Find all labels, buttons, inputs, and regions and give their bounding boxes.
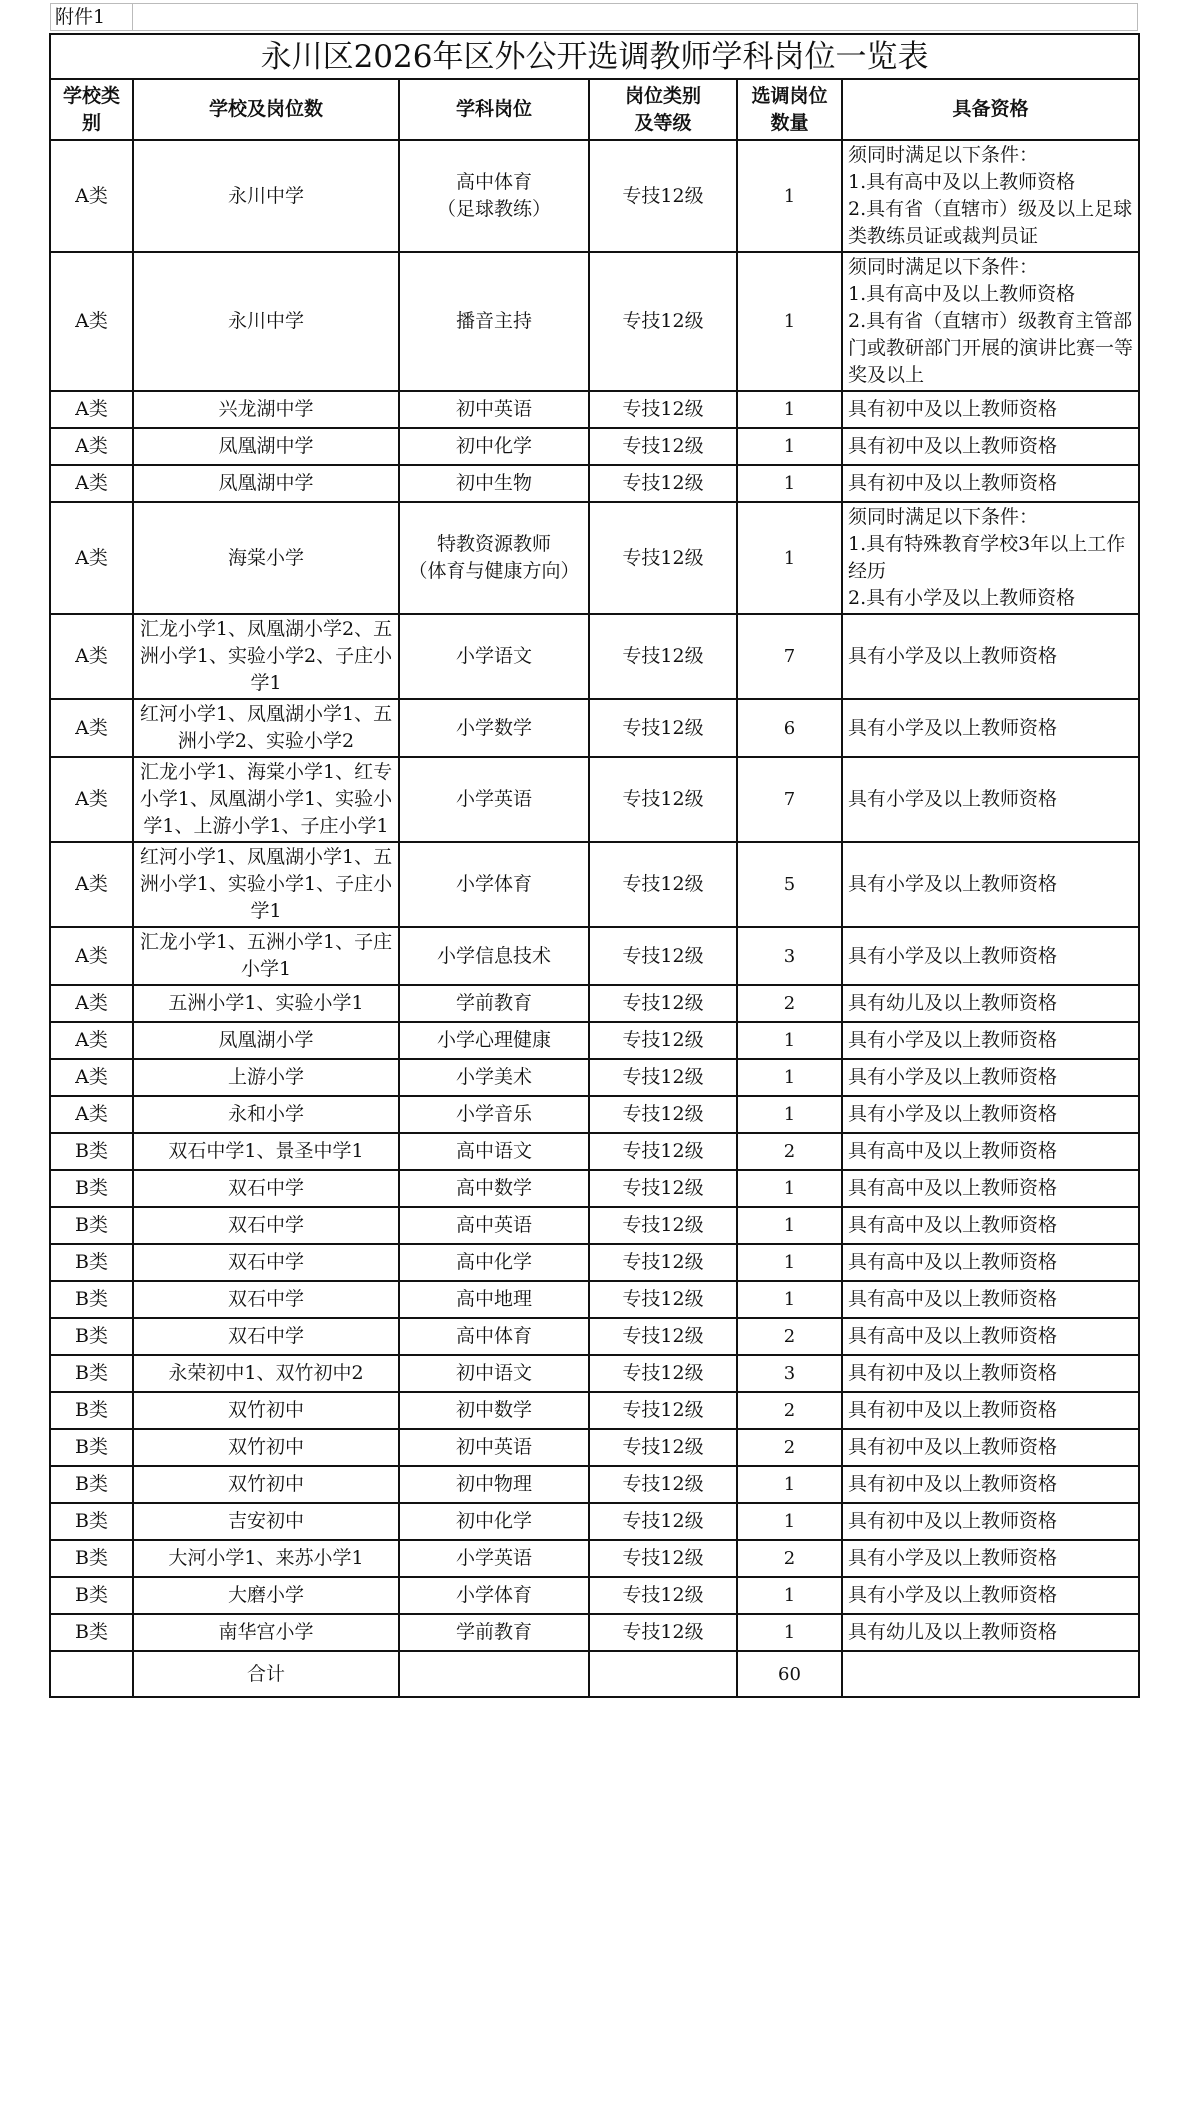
school-positions-cell: 汇龙小学1、海棠小学1、红专小学1、凤凰湖小学1、实验小学1、上游小学1、子庄小学1 — [133, 757, 399, 842]
qualification-cell: 具有初中及以上教师资格 — [842, 465, 1139, 502]
subject-cell: 初中语文 — [399, 1355, 589, 1392]
subject-cell: 小学数学 — [399, 699, 589, 757]
subject-cell: 播音主持 — [399, 252, 589, 391]
school-positions-cell: 五洲小学1、实验小学1 — [133, 985, 399, 1022]
subject-cell-line: （足球教练） — [436, 198, 551, 220]
table-row — [50, 1207, 1139, 1244]
school-type-cell: A类 — [50, 391, 133, 428]
level-cell: 专技12级 — [589, 391, 737, 428]
count-cell: 2 — [737, 1540, 842, 1577]
level-cell: 专技12级 — [589, 1281, 737, 1318]
qualification-cell: 具有幼儿及以上教师资格 — [842, 985, 1139, 1022]
header-count — [737, 79, 842, 140]
level-cell: 专技12级 — [589, 1577, 737, 1614]
qualification-cell-line: 须同时满足以下条件： — [848, 506, 1039, 528]
subject-cell: 小学心理健康 — [399, 1022, 589, 1059]
school-type-cell: B类 — [50, 1170, 133, 1207]
table-row — [50, 1614, 1139, 1651]
school-type-cell: A类 — [50, 502, 133, 614]
school-positions-cell: 双石中学 — [133, 1170, 399, 1207]
count-cell: 1 — [737, 252, 842, 391]
table-row — [50, 1059, 1139, 1096]
count-cell: 1 — [737, 428, 842, 465]
header-category-level-line1: 岗位类别 — [624, 84, 701, 107]
level-cell: 专技12级 — [589, 1466, 737, 1503]
level-cell: 专技12级 — [589, 252, 737, 391]
school-type-cell: A类 — [50, 1059, 133, 1096]
level-cell: 专技12级 — [589, 1170, 737, 1207]
subject-cell: 高中语文 — [399, 1133, 589, 1170]
school-type-cell: B类 — [50, 1207, 133, 1244]
header-count-line1: 选调岗位 — [751, 84, 828, 107]
qualification-cell: 具有初中及以上教师资格 — [842, 1355, 1139, 1392]
school-positions-cell: 双石中学 — [133, 1318, 399, 1355]
school-positions-cell: 双石中学 — [133, 1281, 399, 1318]
level-cell: 专技12级 — [589, 699, 737, 757]
level-cell: 专技12级 — [589, 757, 737, 842]
table-row — [50, 428, 1139, 465]
total-empty-type-cell — [50, 1651, 133, 1697]
level-cell: 专技12级 — [589, 1318, 737, 1355]
count-cell: 1 — [737, 391, 842, 428]
level-cell: 专技12级 — [589, 842, 737, 927]
subject-cell: 小学体育 — [399, 842, 589, 927]
total-empty-level-cell — [589, 1651, 737, 1697]
count-cell: 1 — [737, 1466, 842, 1503]
school-type-cell: A类 — [50, 428, 133, 465]
count-cell: 1 — [737, 502, 842, 614]
total-empty-qualification-cell — [842, 1651, 1139, 1697]
school-positions-cell: 双石中学 — [133, 1207, 399, 1244]
school-type-cell: A类 — [50, 1096, 133, 1133]
qualification-cell-line: 1.具有特殊教育学校3年以上工作经历 — [848, 533, 1126, 582]
count-cell: 1 — [737, 465, 842, 502]
header-subject: 学科岗位 — [399, 79, 589, 140]
level-cell: 专技12级 — [589, 1503, 737, 1540]
qualification-cell-line: 须同时满足以下条件： — [848, 144, 1039, 166]
table-row — [50, 1244, 1139, 1281]
school-type-cell: B类 — [50, 1133, 133, 1170]
count-cell: 2 — [737, 1133, 842, 1170]
header-row — [50, 79, 1139, 140]
table-row — [50, 252, 1139, 391]
school-positions-cell: 双竹初中 — [133, 1466, 399, 1503]
level-cell: 专技12级 — [589, 1540, 737, 1577]
table-row — [50, 699, 1139, 757]
school-positions-cell: 凤凰湖中学 — [133, 428, 399, 465]
level-cell: 专技12级 — [589, 465, 737, 502]
level-cell: 专技12级 — [589, 1022, 737, 1059]
school-positions-cell: 兴龙湖中学 — [133, 391, 399, 428]
qualification-cell-line: 2.具有省（直辖市）级及以上足球类教练员证或裁判员证 — [848, 198, 1133, 247]
school-positions-cell: 永川中学 — [133, 252, 399, 391]
school-positions-cell: 双石中学 — [133, 1244, 399, 1281]
table-row — [50, 1355, 1139, 1392]
qualification-cell: 具有小学及以上教师资格 — [842, 1577, 1139, 1614]
school-type-cell: A类 — [50, 985, 133, 1022]
subject-cell: 小学语文 — [399, 614, 589, 699]
subject-cell: 小学英语 — [399, 757, 589, 842]
school-positions-cell: 大河小学1、来苏小学1 — [133, 1540, 399, 1577]
count-cell: 1 — [737, 1170, 842, 1207]
school-type-cell: B类 — [50, 1540, 133, 1577]
subject-cell-line: 特教资源教师 — [436, 533, 551, 555]
qualification-cell: 具有小学及以上教师资格 — [842, 699, 1139, 757]
subject-cell: 小学信息技术 — [399, 927, 589, 985]
header-category-level — [589, 79, 737, 140]
level-cell: 专技12级 — [589, 1244, 737, 1281]
attachment-header-row — [50, 3, 1138, 31]
qualification-cell-line: 须同时满足以下条件： — [848, 256, 1039, 278]
school-positions-cell: 大磨小学 — [133, 1577, 399, 1614]
level-cell: 专技12级 — [589, 1207, 737, 1244]
total-empty-subject-cell — [399, 1651, 589, 1697]
subject-cell: 高中化学 — [399, 1244, 589, 1281]
table-row — [50, 985, 1139, 1022]
school-type-cell: B类 — [50, 1466, 133, 1503]
count-cell: 2 — [737, 1392, 842, 1429]
school-type-cell: A类 — [50, 699, 133, 757]
level-cell: 专技12级 — [589, 1355, 737, 1392]
subject-cell: 初中物理 — [399, 1466, 589, 1503]
qualification-cell: 具有小学及以上教师资格 — [842, 614, 1139, 699]
table-row — [50, 1022, 1139, 1059]
qualification-cell: 具有初中及以上教师资格 — [842, 1503, 1139, 1540]
school-positions-cell: 红河小学1、凤凰湖小学1、五洲小学1、实验小学1、子庄小学1 — [133, 842, 399, 927]
header-school-type: 学校类别 — [50, 79, 133, 140]
count-cell: 1 — [737, 1207, 842, 1244]
subject-cell: 高中地理 — [399, 1281, 589, 1318]
school-type-cell: A类 — [50, 842, 133, 927]
subject-cell: 小学英语 — [399, 1540, 589, 1577]
school-type-cell: A类 — [50, 465, 133, 502]
qualification-cell: 具有初中及以上教师资格 — [842, 391, 1139, 428]
level-cell: 专技12级 — [589, 985, 737, 1022]
level-cell: 专技12级 — [589, 1429, 737, 1466]
count-cell: 1 — [737, 1059, 842, 1096]
school-type-cell: B类 — [50, 1614, 133, 1651]
qualification-cell: 具有小学及以上教师资格 — [842, 757, 1139, 842]
subject-cell: 学前教育 — [399, 1614, 589, 1651]
header-category-level-line2: 及等级 — [634, 111, 692, 134]
subject-cell: 初中生物 — [399, 465, 589, 502]
qualification-cell: 具有高中及以上教师资格 — [842, 1133, 1139, 1170]
qualification-cell: 具有小学及以上教师资格 — [842, 1059, 1139, 1096]
qualification-cell — [842, 502, 1139, 614]
table-row — [50, 1133, 1139, 1170]
qualification-cell: 具有小学及以上教师资格 — [842, 842, 1139, 927]
count-cell: 5 — [737, 842, 842, 927]
count-cell: 3 — [737, 927, 842, 985]
subject-cell: 初中英语 — [399, 391, 589, 428]
subject-cell: 初中化学 — [399, 428, 589, 465]
subject-cell — [399, 502, 589, 614]
table-row — [50, 1281, 1139, 1318]
school-positions-cell: 吉安初中 — [133, 1503, 399, 1540]
qualification-cell-line: 2.具有省（直辖市）级教育主管部门或教研部门开展的演讲比赛一等奖及以上 — [848, 310, 1134, 386]
level-cell: 专技12级 — [589, 502, 737, 614]
level-cell: 专技12级 — [589, 614, 737, 699]
qualification-cell: 具有小学及以上教师资格 — [842, 1540, 1139, 1577]
school-type-cell: A类 — [50, 757, 133, 842]
qualification-cell: 具有初中及以上教师资格 — [842, 1466, 1139, 1503]
total-row — [50, 1651, 1139, 1697]
total-label-cell: 合计 — [133, 1651, 399, 1697]
count-cell: 2 — [737, 1318, 842, 1355]
school-positions-cell: 凤凰湖中学 — [133, 465, 399, 502]
count-cell: 1 — [737, 1577, 842, 1614]
count-cell: 6 — [737, 699, 842, 757]
qualification-cell-line: 2.具有小学及以上教师资格 — [848, 587, 1076, 609]
count-cell: 2 — [737, 1429, 842, 1466]
qualification-cell: 具有小学及以上教师资格 — [842, 1096, 1139, 1133]
table-row — [50, 1170, 1139, 1207]
subject-cell: 初中化学 — [399, 1503, 589, 1540]
table-row — [50, 1318, 1139, 1355]
table-row — [50, 842, 1139, 927]
qualification-cell: 具有初中及以上教师资格 — [842, 1392, 1139, 1429]
table-row — [50, 1540, 1139, 1577]
level-cell: 专技12级 — [589, 1392, 737, 1429]
table-row — [50, 1503, 1139, 1540]
school-positions-cell: 双石中学1、景圣中学1 — [133, 1133, 399, 1170]
table-row — [50, 614, 1139, 699]
count-cell: 1 — [737, 1244, 842, 1281]
count-cell: 2 — [737, 985, 842, 1022]
table-row — [50, 465, 1139, 502]
school-positions-cell: 红河小学1、凤凰湖小学1、五洲小学2、实验小学2 — [133, 699, 399, 757]
school-type-cell: A类 — [50, 252, 133, 391]
school-type-cell: B类 — [50, 1577, 133, 1614]
qualification-cell-line: 1.具有高中及以上教师资格 — [848, 171, 1076, 193]
school-positions-cell: 南华宫小学 — [133, 1614, 399, 1651]
school-positions-cell: 海棠小学 — [133, 502, 399, 614]
school-type-cell: B类 — [50, 1281, 133, 1318]
subject-cell: 小学体育 — [399, 1577, 589, 1614]
subject-cell: 高中英语 — [399, 1207, 589, 1244]
qualification-cell: 具有初中及以上教师资格 — [842, 1429, 1139, 1466]
level-cell: 专技12级 — [589, 1059, 737, 1096]
count-cell: 1 — [737, 140, 842, 252]
table-row — [50, 1429, 1139, 1466]
school-type-cell: B类 — [50, 1503, 133, 1540]
count-cell: 1 — [737, 1022, 842, 1059]
attachment-label: 附件1 — [51, 4, 133, 30]
qualification-cell: 具有幼儿及以上教师资格 — [842, 1614, 1139, 1651]
table-row — [50, 1466, 1139, 1503]
subject-cell-line: （体育与健康方向） — [408, 560, 580, 582]
level-cell: 专技12级 — [589, 428, 737, 465]
subject-cell-line: 高中体育 — [455, 171, 532, 193]
school-type-cell: B类 — [50, 1392, 133, 1429]
table-row — [50, 757, 1139, 842]
school-type-cell: B类 — [50, 1318, 133, 1355]
table-row — [50, 1577, 1139, 1614]
subject-cell: 小学美术 — [399, 1059, 589, 1096]
subject-cell — [399, 140, 589, 252]
school-positions-cell: 上游小学 — [133, 1059, 399, 1096]
level-cell: 专技12级 — [589, 1133, 737, 1170]
level-cell: 专技12级 — [589, 1614, 737, 1651]
subject-cell: 高中体育 — [399, 1318, 589, 1355]
school-type-cell: B类 — [50, 1244, 133, 1281]
level-cell: 专技12级 — [589, 140, 737, 252]
count-cell: 1 — [737, 1503, 842, 1540]
qualification-cell-line: 1.具有高中及以上教师资格 — [848, 283, 1076, 305]
qualification-cell — [842, 252, 1139, 391]
total-count-cell: 60 — [737, 1651, 842, 1697]
count-cell: 3 — [737, 1355, 842, 1392]
school-positions-cell: 汇龙小学1、凤凰湖小学2、五洲小学1、实验小学2、子庄小学1 — [133, 614, 399, 699]
qualification-cell: 具有小学及以上教师资格 — [842, 927, 1139, 985]
school-type-cell: A类 — [50, 140, 133, 252]
school-positions-cell: 凤凰湖小学 — [133, 1022, 399, 1059]
header-count-line2: 数量 — [770, 111, 809, 134]
qualification-cell: 具有初中及以上教师资格 — [842, 428, 1139, 465]
table-row — [50, 140, 1139, 252]
school-type-cell: A类 — [50, 614, 133, 699]
school-type-cell: B类 — [50, 1429, 133, 1466]
qualification-cell — [842, 140, 1139, 252]
count-cell: 1 — [737, 1281, 842, 1318]
level-cell: 专技12级 — [589, 927, 737, 985]
qualification-cell: 具有高中及以上教师资格 — [842, 1170, 1139, 1207]
level-cell: 专技12级 — [589, 1096, 737, 1133]
subject-cell: 小学音乐 — [399, 1096, 589, 1133]
positions-table — [49, 33, 1140, 1698]
count-cell: 1 — [737, 1614, 842, 1651]
count-cell: 7 — [737, 614, 842, 699]
school-positions-cell: 永荣初中1、双竹初中2 — [133, 1355, 399, 1392]
school-positions-cell: 双竹初中 — [133, 1392, 399, 1429]
qualification-cell: 具有高中及以上教师资格 — [842, 1318, 1139, 1355]
school-type-cell: B类 — [50, 1355, 133, 1392]
table-row — [50, 502, 1139, 614]
subject-cell: 高中数学 — [399, 1170, 589, 1207]
qualification-cell: 具有高中及以上教师资格 — [842, 1207, 1139, 1244]
school-type-cell: A类 — [50, 927, 133, 985]
table-row — [50, 391, 1139, 428]
header-qualification: 具备资格 — [842, 79, 1139, 140]
qualification-cell: 具有高中及以上教师资格 — [842, 1281, 1139, 1318]
school-positions-cell: 永川中学 — [133, 140, 399, 252]
table-row — [50, 1096, 1139, 1133]
count-cell: 7 — [737, 757, 842, 842]
header-school-positions: 学校及岗位数 — [133, 79, 399, 140]
subject-cell: 初中数学 — [399, 1392, 589, 1429]
subject-cell: 学前教育 — [399, 985, 589, 1022]
school-positions-cell: 双竹初中 — [133, 1429, 399, 1466]
table-row — [50, 1392, 1139, 1429]
qualification-cell: 具有高中及以上教师资格 — [842, 1244, 1139, 1281]
qualification-cell: 具有小学及以上教师资格 — [842, 1022, 1139, 1059]
school-positions-cell: 汇龙小学1、五洲小学1、子庄小学1 — [133, 927, 399, 985]
school-type-cell: A类 — [50, 1022, 133, 1059]
school-positions-cell: 永和小学 — [133, 1096, 399, 1133]
count-cell: 1 — [737, 1096, 842, 1133]
subject-cell: 初中英语 — [399, 1429, 589, 1466]
table-row — [50, 927, 1139, 985]
table-title: 永川区2026年区外公开选调教师学科岗位一览表 — [50, 34, 1139, 79]
